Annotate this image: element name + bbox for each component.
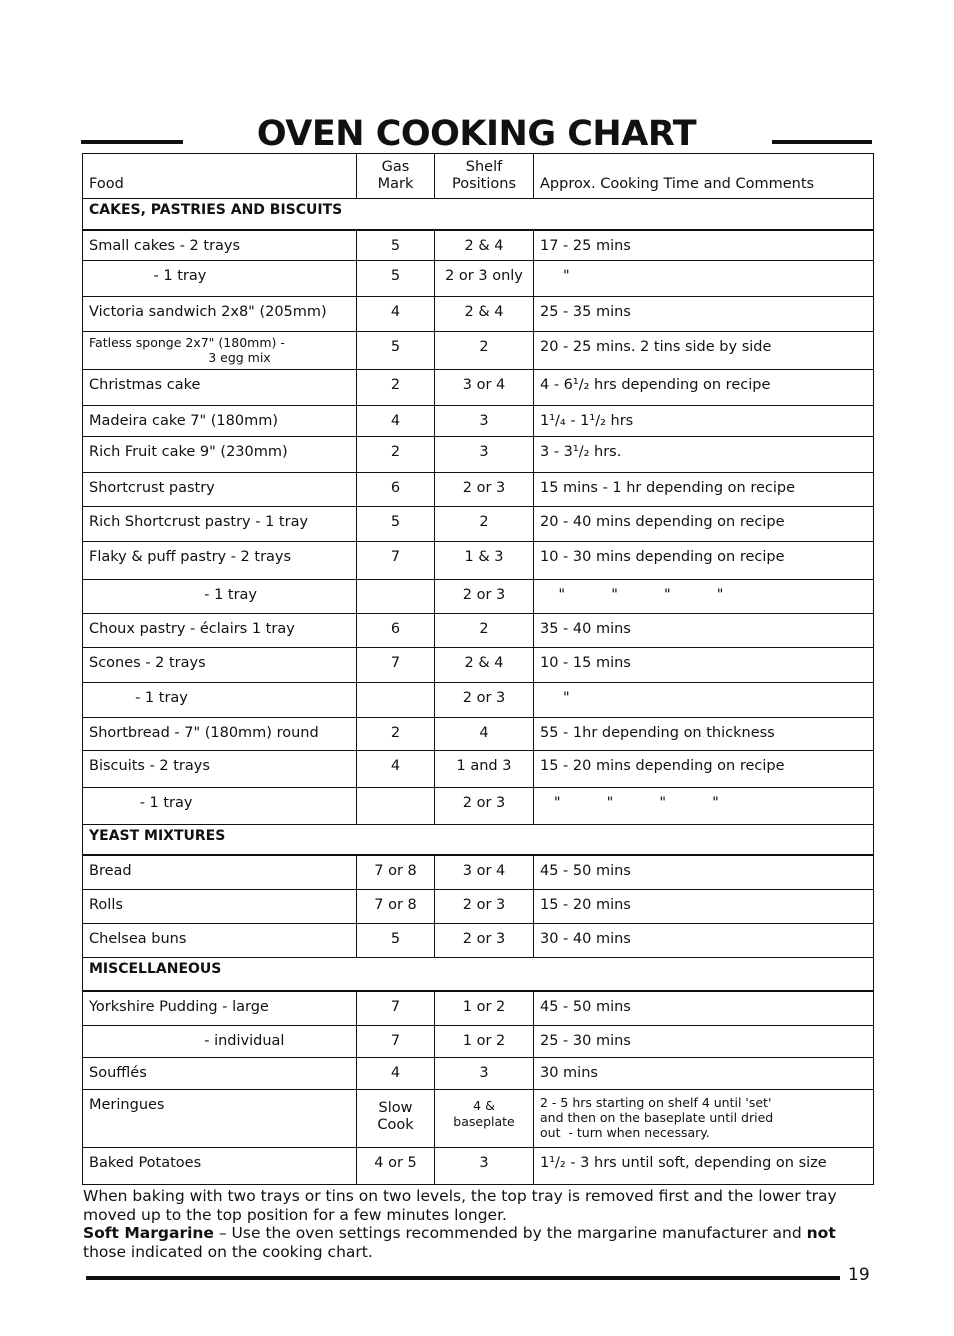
cell-food: Christmas cake (83, 370, 357, 406)
cell-shelf: 2 (435, 507, 534, 542)
cell-notes: 45 - 50 mins (534, 855, 874, 890)
cell-gas: 5 (357, 924, 435, 958)
cooking-chart-table (82, 153, 874, 1185)
table-row (83, 890, 874, 924)
cell-gas (357, 580, 435, 614)
table-row (83, 991, 874, 1026)
cell-gas: 7 or 8 (357, 855, 435, 890)
table-row (83, 751, 874, 788)
cell-notes: 30 mins (534, 1058, 874, 1090)
table-row (83, 580, 874, 614)
cell-notes: 25 - 35 mins (534, 297, 874, 332)
table-row (83, 788, 874, 825)
cell-gas: 4 (357, 1058, 435, 1090)
cell-shelf: 3 (435, 406, 534, 437)
cell-food: - 1 tray (83, 580, 357, 614)
cell-food: Scones - 2 trays (83, 648, 357, 683)
table-row (83, 1026, 874, 1058)
cell-notes: 4 - 6¹/₂ hrs depending on recipe (534, 370, 874, 406)
cell-gas: 7 (357, 1026, 435, 1058)
section-header (83, 825, 874, 855)
cell-notes: 45 - 50 mins (534, 991, 874, 1026)
cell-notes: " " " " (534, 788, 874, 825)
cell-food: Yorkshire Pudding - large (83, 991, 357, 1026)
table-row (83, 370, 874, 406)
section-misc: MISCELLANEOUS (83, 958, 874, 991)
cell-shelf: 4 & baseplate (435, 1090, 534, 1148)
section-yeast: YEAST MIXTURES (83, 825, 874, 855)
cell-shelf: 3 or 4 (435, 370, 534, 406)
cell-food: - 1 tray (83, 261, 357, 297)
cell-gas: 2 (357, 370, 435, 406)
cell-shelf: 2 & 4 (435, 297, 534, 332)
cell-food: - 1 tray (83, 788, 357, 825)
table-row (83, 261, 874, 297)
table-row (83, 507, 874, 542)
cell-notes: 15 - 20 mins (534, 890, 874, 924)
cell-food: Rich Fruit cake 9" (230mm) (83, 437, 357, 473)
bottom-rule (86, 1276, 840, 1280)
header-notes: Approx. Cooking Time and Comments (534, 154, 874, 199)
cell-notes: 15 mins - 1 hr depending on recipe (534, 473, 874, 507)
cell-food: Rich Shortcrust pastry - 1 tray (83, 507, 357, 542)
cell-shelf: 2 or 3 only (435, 261, 534, 297)
cell-gas: 5 (357, 261, 435, 297)
cell-shelf: 2 & 4 (435, 230, 534, 261)
cell-food: Shortcrust pastry (83, 473, 357, 507)
footnote-soft-margarine (83, 1224, 878, 1261)
cell-gas: 7 (357, 648, 435, 683)
cell-gas: 7 or 8 (357, 890, 435, 924)
soft-margarine-not: not (806, 1224, 836, 1242)
table-row (83, 648, 874, 683)
section-cakes: CAKES, PASTRIES AND BISCUITS (83, 199, 874, 230)
cell-shelf: 2 or 3 (435, 788, 534, 825)
table-row (83, 683, 874, 718)
cell-notes: 20 - 40 mins depending on recipe (534, 507, 874, 542)
table-row (83, 1058, 874, 1090)
section-header (83, 958, 874, 991)
cell-gas: 2 (357, 437, 435, 473)
cell-shelf: 2 or 3 (435, 580, 534, 614)
cell-food: Flaky & puff pastry - 2 trays (83, 542, 357, 580)
cell-shelf: 1 & 3 (435, 542, 534, 580)
cell-gas: 4 (357, 297, 435, 332)
cell-shelf: 3 or 4 (435, 855, 534, 890)
cell-shelf: 1 and 3 (435, 751, 534, 788)
cell-gas: 4 or 5 (357, 1148, 435, 1185)
cell-notes: 1¹/₂ - 3 hrs until soft, depending on size (534, 1148, 874, 1185)
cell-shelf: 3 (435, 1148, 534, 1185)
cell-shelf: 2 or 3 (435, 924, 534, 958)
cell-shelf: 2 or 3 (435, 473, 534, 507)
cell-notes: 1¹/₄ - 1¹/₂ hrs (534, 406, 874, 437)
page-title: OVEN COOKING CHART (256, 114, 697, 154)
header-shelf: Shelf Positions (435, 154, 534, 199)
title-rule-right (772, 140, 872, 144)
cell-gas: 6 (357, 614, 435, 648)
page-number: 19 (848, 1265, 870, 1285)
cell-notes: 17 - 25 mins (534, 230, 874, 261)
cell-shelf: 2 or 3 (435, 890, 534, 924)
cell-food: Biscuits - 2 trays (83, 751, 357, 788)
cell-food: Shortbread - 7" (180mm) round (83, 718, 357, 751)
cell-shelf: 1 or 2 (435, 1026, 534, 1058)
table-row (83, 542, 874, 580)
cell-food: Soufflés (83, 1058, 357, 1090)
cell-food: Chelsea buns (83, 924, 357, 958)
soft-margarine-text-b: those indicated on the cooking chart. (83, 1242, 373, 1261)
section-header (83, 199, 874, 230)
cell-gas (357, 788, 435, 825)
cell-gas: 5 (357, 507, 435, 542)
table-row (83, 614, 874, 648)
cell-notes: " " " " (534, 580, 874, 614)
title-block (81, 112, 872, 156)
cell-food: - individual (83, 1026, 357, 1058)
cell-food: Bread (83, 855, 357, 890)
cell-notes: 30 - 40 mins (534, 924, 874, 958)
table-row (83, 1148, 874, 1185)
cell-food: Meringues (83, 1090, 357, 1148)
table-row (83, 406, 874, 437)
table-row (83, 855, 874, 890)
cell-gas: Slow Cook (357, 1090, 435, 1148)
header-row (83, 154, 874, 199)
table-row (83, 332, 874, 370)
cell-notes: 15 - 20 mins depending on recipe (534, 751, 874, 788)
table-row (83, 473, 874, 507)
cell-gas: 7 (357, 542, 435, 580)
cell-notes: 10 - 30 mins depending on recipe (534, 542, 874, 580)
cell-gas: 2 (357, 718, 435, 751)
cell-food: - 1 tray (83, 683, 357, 718)
cell-food: Rolls (83, 890, 357, 924)
cell-notes: 35 - 40 mins (534, 614, 874, 648)
cell-notes: " (534, 261, 874, 297)
cell-shelf: 3 (435, 1058, 534, 1090)
cell-food: Victoria sandwich 2x8" (205mm) (83, 297, 357, 332)
cell-food: Choux pastry - éclairs 1 tray (83, 614, 357, 648)
cell-gas: 6 (357, 473, 435, 507)
cell-notes: 3 - 3¹/₂ hrs. (534, 437, 874, 473)
cell-shelf: 2 (435, 614, 534, 648)
cell-notes: 2 - 5 hrs starting on shelf 4 until 'set' and then on the baseplate until dried out - turn when necessary. (534, 1090, 874, 1148)
cell-food: Fatless sponge 2x7" (180mm) - 3 egg mix (83, 332, 357, 370)
cell-food: Small cakes - 2 trays (83, 230, 357, 261)
cell-food: Madeira cake 7" (180mm) (83, 406, 357, 437)
cell-shelf: 2 (435, 332, 534, 370)
table-row (83, 230, 874, 261)
cell-notes: 20 - 25 mins. 2 tins side by side (534, 332, 874, 370)
cell-shelf: 2 or 3 (435, 683, 534, 718)
header-food: Food (83, 154, 357, 199)
cell-notes: " (534, 683, 874, 718)
table-row (83, 718, 874, 751)
soft-margarine-text-a: – Use the oven settings recommended by the margarine manufacturer and (213, 1224, 807, 1242)
footnote (83, 1187, 878, 1261)
table-row (83, 437, 874, 473)
header-gas: Gas Mark (357, 154, 435, 199)
cell-notes: 25 - 30 mins (534, 1026, 874, 1058)
cell-shelf: 2 & 4 (435, 648, 534, 683)
table-row (83, 297, 874, 332)
cell-notes: 55 - 1hr depending on thickness (534, 718, 874, 751)
footnote-two-trays: When baking with two trays or tins on two levels, the top tray is removed first and the lower tray moved up to the top position for a few minutes longer. (83, 1187, 837, 1224)
cell-gas: 5 (357, 230, 435, 261)
cell-gas (357, 683, 435, 718)
cell-gas: 7 (357, 991, 435, 1026)
cell-food: Baked Potatoes (83, 1148, 357, 1185)
cell-gas: 5 (357, 332, 435, 370)
cell-shelf: 1 or 2 (435, 991, 534, 1026)
cell-gas: 4 (357, 751, 435, 788)
table-row (83, 1090, 874, 1148)
cell-shelf: 4 (435, 718, 534, 751)
cell-gas: 4 (357, 406, 435, 437)
cell-shelf: 3 (435, 437, 534, 473)
table-row (83, 924, 874, 958)
soft-margarine-label: Soft Margarine (83, 1224, 214, 1242)
cell-notes: 10 - 15 mins (534, 648, 874, 683)
